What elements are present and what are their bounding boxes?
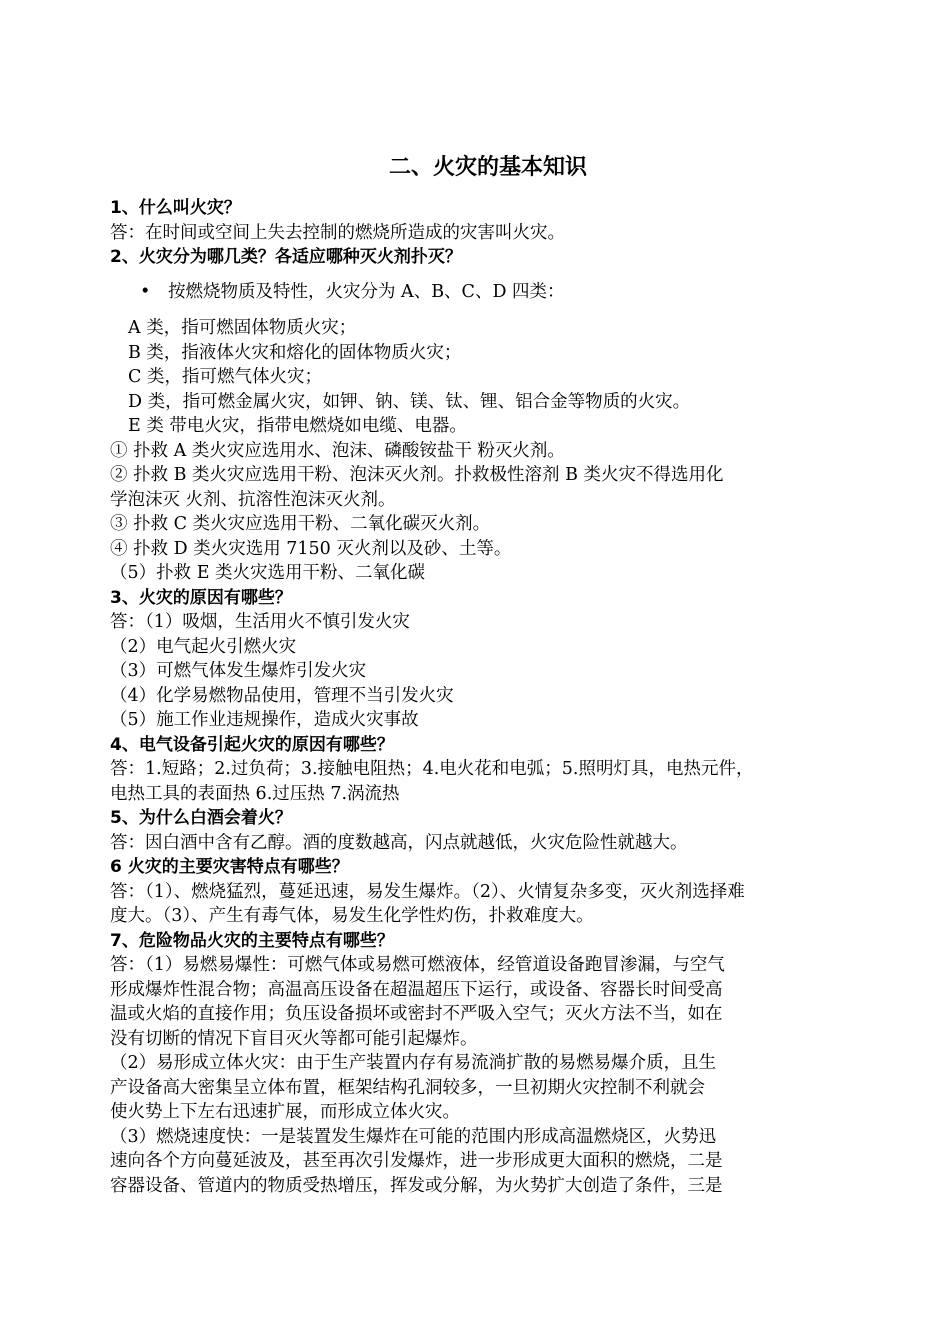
hazard-feature-line: 使火势上下左右迅速扩展，而形成立体火灾。 xyxy=(110,1102,460,1122)
hazard-feature-line: 容器设备、管道内的物质受热增压，挥发或分解，为火势扩大创造了条件，三是 xyxy=(110,1175,723,1196)
hazard-feature-line: （3）燃烧速度快：一是装置发生爆炸在可能的范围内形成高温燃烧区，火势迅 xyxy=(110,1126,717,1147)
question-4-heading: 4、电气设备引起火灾的原因有哪些？ xyxy=(110,734,394,755)
disaster-feature-line: 答：（1）、燃烧猛烈，蔓延迅速，易发生爆炸。（2）、火情复杂多变，灭火剂选择难 xyxy=(110,881,745,902)
fire-class-e: E 类 带电火灾，指带电燃烧如电缆、电器。 xyxy=(128,416,467,436)
extinguish-class-b-cont: 学泡沫灭 火剂、抗溶性泡沫灭火剂。 xyxy=(110,489,396,510)
extinguish-class-e: （5）扑救 E 类火灾选用干粉、二氧化碳 xyxy=(110,563,426,583)
fire-class-a: A 类，指可燃固体物质火灾； xyxy=(128,318,357,338)
extinguish-class-a: ① 扑救 A 类火灾应选用水、泡沫、磷酸铵盐干 粉灭火剂。 xyxy=(110,440,565,461)
hazard-feature-line: 答：（1）易燃易爆性：可燃气体或易燃可燃液体，经管道设备跑冒渗漏，与空气 xyxy=(110,955,725,975)
document-title: 二、火灾的基本知识 xyxy=(388,155,587,180)
question-6-heading: 6 火灾的主要灾害特点有哪些？ xyxy=(110,857,349,877)
extinguish-class-d: ④ 扑救 D 类火灾选用 7150 灭火剂以及砂、土等。 xyxy=(110,538,512,559)
fire-class-b: B 类，指液体火灾和熔化的固体物质火灾； xyxy=(128,342,462,363)
electrical-cause-line: 答：1.短路；2.过负荷；3.接触电阻热；4.电火花和电弧；5.照明灯具，电热元件， xyxy=(110,759,754,779)
hazard-feature-line: 没有切断的情况下盲目灭火等都可能引起爆炸。 xyxy=(110,1028,478,1049)
hazard-feature-line: （2）易形成立体火灾：由于生产装置内存有易流淌扩散的易燃易爆介质，且生 xyxy=(110,1053,717,1073)
question-1-heading: 1、什么叫火灾？ xyxy=(110,198,241,218)
fire-cause-line: 答：（1）吸烟，生活用火不慎引发火灾 xyxy=(110,612,410,632)
fire-cause-line: （3）可燃气体发生爆炸引发火灾 xyxy=(110,661,367,681)
question-7-heading: 7、危险物品火灾的主要特点有哪些？ xyxy=(110,930,394,951)
hazard-feature-line: 产设备高大密集呈立体布置，框架结构孔洞较多，一旦初期火灾控制不利就会 xyxy=(110,1077,705,1098)
fire-class-intro-text: 按燃烧物质及特性，火灾分为 A、B、C、D 四类： xyxy=(168,281,565,302)
disaster-feature-line: 度大。（3）、产生有毒气体，易发生化学性灼伤，扑救难度大。 xyxy=(110,906,594,926)
fire-cause-line: （4）化学易燃物品使用，管理不当引发火灾 xyxy=(110,685,454,706)
extinguish-class-c: ③ 扑救 C 类火灾应选用干粉、二氧化碳灭火剂。 xyxy=(110,514,491,534)
electrical-cause-line: 电热工具的表面热 6.过压热 7.涡流热 xyxy=(110,783,400,804)
question-3-heading: 3、火灾的原因有哪些？ xyxy=(110,587,292,608)
extinguish-class-b: ② 扑救 B 类火灾应选用干粉、泡沫灭火剂。扑救极性溶剂 B 类火灾不得选用化 xyxy=(110,465,724,485)
fire-cause-line: （2）电气起火引燃火灾 xyxy=(110,636,297,657)
fire-class-c: C 类，指可燃气体火灾； xyxy=(128,367,322,387)
document-page xyxy=(110,150,866,1198)
hazard-feature-line: 温或火焰的直接作用；负压设备损坏或密封不严吸入空气；灭火方法不当，如在 xyxy=(110,1004,723,1024)
question-1-answer: 答：在时间或空间上失去控制的燃烧所造成的灾害叫火灾。 xyxy=(110,222,565,243)
hazard-feature-line: 速向各个方向蔓延波及，甚至再次引发爆炸，进一步形成更大面积的燃烧，二是 xyxy=(110,1151,723,1171)
fire-cause-line: （5）施工作业违规操作，造成火灾事故 xyxy=(110,710,419,730)
bullet-icon: • xyxy=(140,281,151,302)
question-5-heading: 5、为什么白酒会着火？ xyxy=(110,808,292,828)
hazard-feature-line: 形成爆炸性混合物；高温高压设备在超温超压下运行，或设备、容器长时间受高 xyxy=(110,979,723,1000)
question-2-heading: 2、火灾分为哪几类？各适应哪种灭火剂扑灭？ xyxy=(110,247,462,267)
fire-class-d: D 类，指可燃金属火灾，如钾、钠、镁、钛、锂、铝合金等物质的火灾。 xyxy=(128,391,691,412)
fire-class-intro xyxy=(110,280,866,305)
question-5-answer: 答：因白酒中含有乙醇。酒的度数越高，闪点就越低，火灾危险性就越大。 xyxy=(110,832,688,853)
